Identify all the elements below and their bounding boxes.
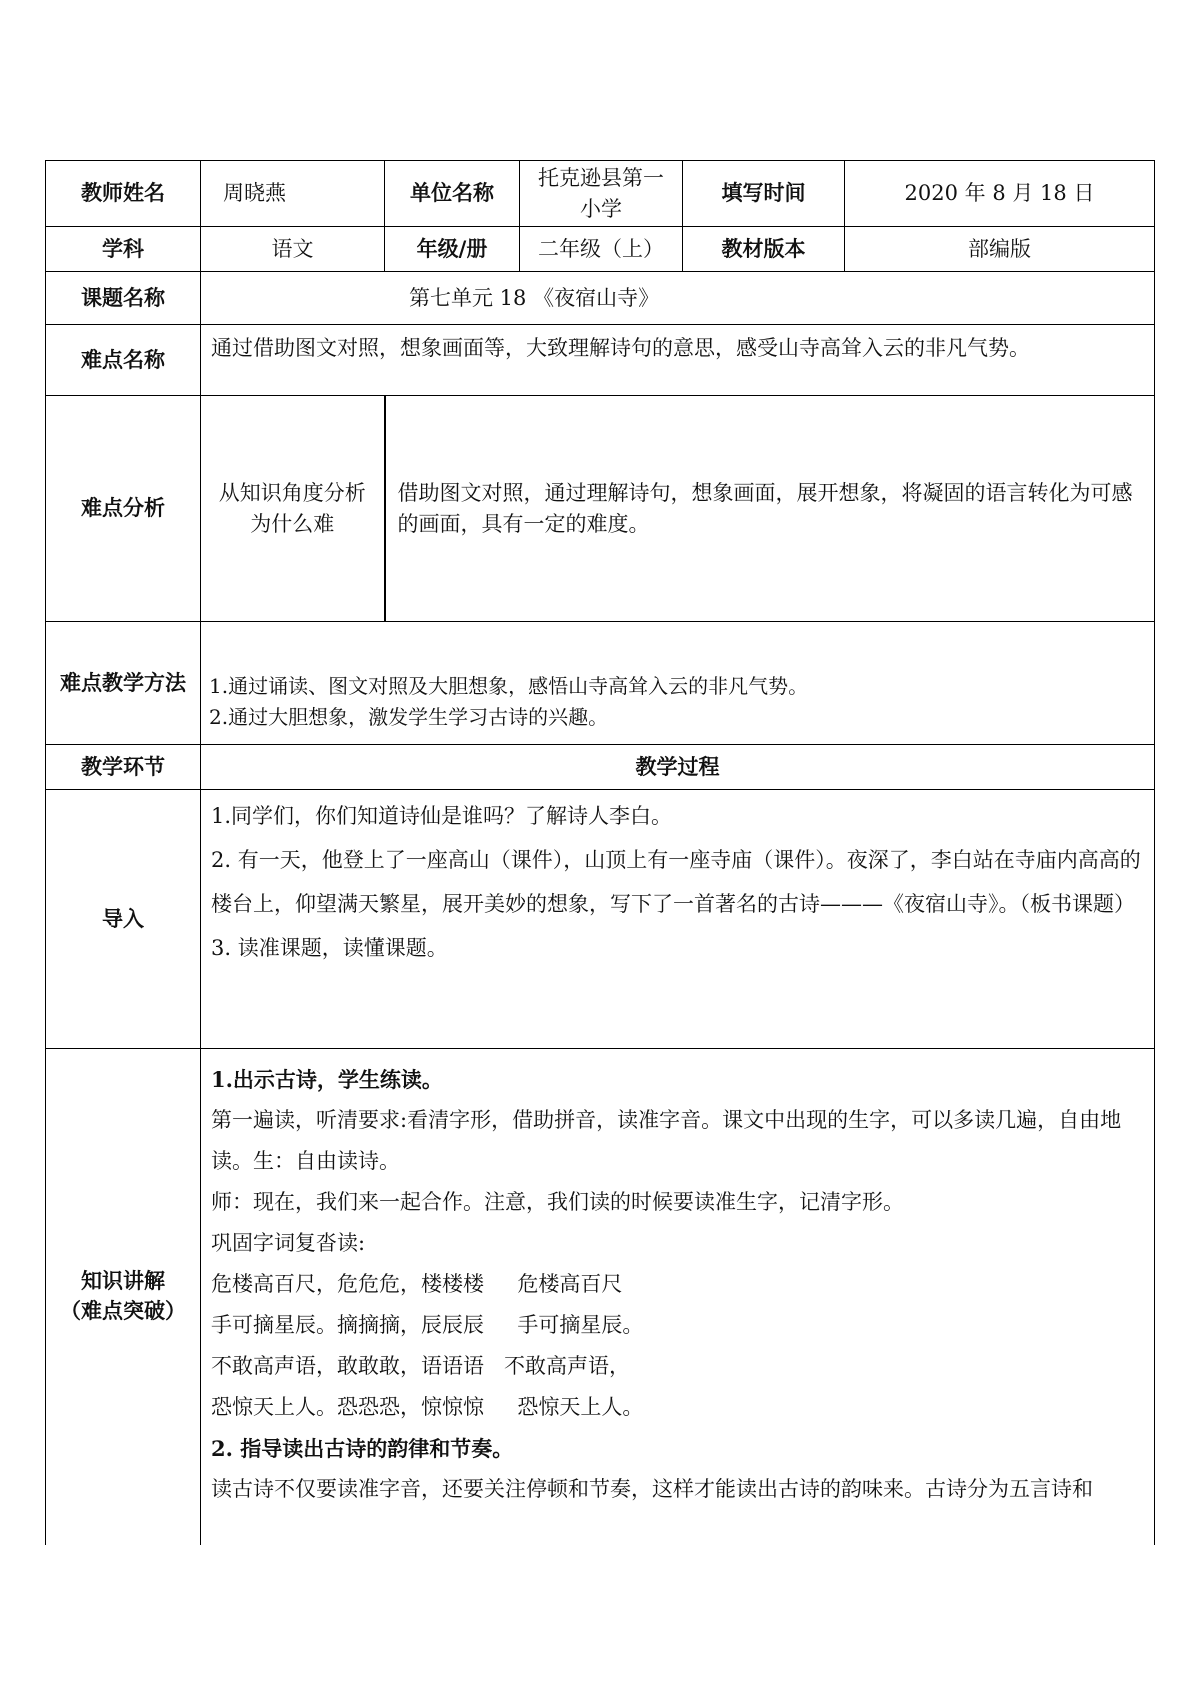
difficulty-value: 通过借助图文对照，想象画面等，大致理解诗句的意思，感受山寺高耸入云的非凡气势。 [201,325,1155,396]
knowledge-paragraph: 巩固字词复沓读: [211,1231,366,1255]
subject-value: 语文 [201,227,385,272]
method-label: 难点教学方法 [46,622,201,745]
method-row [46,622,1155,745]
knowledge-paragraph: 师：现在，我们来一起合作。注意，我们读的时候要读准生字，记清字形。 [211,1190,904,1214]
drill-line: 危楼高百尺，危危危，楼楼楼 危楼高百尺 [211,1272,623,1296]
teacher-value: 周晓燕 [201,161,385,227]
lesson-plan-sheet [45,160,1154,1545]
intro-label: 导入 [46,790,201,1049]
drill-line: 恐惊天上人。恐恐恐，惊惊惊 恐惊天上人。 [211,1395,644,1419]
knowledge-heading: 2. 指导读出古诗的韵律和节奏。 [211,1436,514,1461]
analysis-row [46,396,1155,622]
knowledge-row [46,1049,1155,1545]
topic-label: 课题名称 [46,272,201,325]
info-row-2 [46,227,1155,272]
analysis-label: 难点分析 [46,396,201,622]
subject-label: 学科 [46,227,201,272]
date-label: 填写时间 [683,161,845,227]
knowledge-paragraph: 读古诗不仅要读准字音，还要关注停顿和节奏，这样才能读出古诗的韵味来。古诗分为五言诗和 [211,1477,1093,1501]
intro-content [201,790,1155,1049]
info-row-1 [46,161,1155,227]
method-item: 1.通过诵读、图文对照及大胆想象，感悟山寺高耸入云的非凡气势。 [209,674,809,698]
grade-label: 年级/册 [385,227,520,272]
teacher-label: 教师姓名 [46,161,201,227]
method-item: 2.通过大胆想象，激发学生学习古诗的兴趣。 [209,705,609,729]
difficulty-label: 难点名称 [46,325,201,396]
process-header: 教学过程 [201,745,1155,790]
intro-line: 2. 有一天，他登上了一座高山（课件），山顶上有一座寺庙（课件）。夜深了，李白站在寺庙内高高的楼台上，仰望满天繁星，展开美妙的想象，写下了一首著名的古诗———《夜宿山寺》。（板书课题） [211,848,1141,916]
grade-value: 二年级（上） [520,227,683,272]
drill-line: 不敢高声语，敢敢敢，语语语 不敢高声语， [211,1354,631,1378]
knowledge-label-line1: 知识讲解 [81,1269,165,1294]
edition-label: 教材版本 [683,227,845,272]
intro-line: 1.同学们，你们知道诗仙是谁吗？了解诗人李白。 [211,804,673,828]
unit-label: 单位名称 [385,161,520,227]
difficulty-row [46,325,1155,396]
analysis-sub-label: 从知识角度分析为什么难 [201,396,385,622]
stage-header: 教学环节 [46,745,201,790]
knowledge-heading: 1.出示古诗，学生练读。 [211,1067,443,1092]
method-items [201,622,1155,745]
drill-line: 手可摘星辰。摘摘摘，辰辰辰 手可摘星辰。 [211,1313,644,1337]
date-value: 2020 年 8 月 18 日 [845,161,1155,227]
edition-value: 部编版 [845,227,1155,272]
intro-row [46,790,1155,1049]
knowledge-content [201,1049,1155,1545]
knowledge-paragraph: 第一遍读，听清要求:看清字形，借助拼音，读准字音。课文中出现的生字，可以多读几遍，自由地读。生：自由读诗。 [211,1108,1122,1173]
knowledge-label [46,1049,201,1545]
unit-value: 托克逊县第一小学 [520,161,683,227]
knowledge-label-line2: （难点突破） [60,1298,186,1323]
intro-line: 3. 读准课题，读懂课题。 [211,936,448,960]
topic-value: 第七单元 18 《夜宿山寺》 [201,272,1155,325]
lesson-plan-table [45,160,1155,1545]
analysis-value: 借助图文对照，通过理解诗句，想象画面，展开想象，将凝固的语言转化为可感的画面，具有一定的难度。 [385,396,1155,622]
process-header-row [46,745,1155,790]
topic-row [46,272,1155,325]
